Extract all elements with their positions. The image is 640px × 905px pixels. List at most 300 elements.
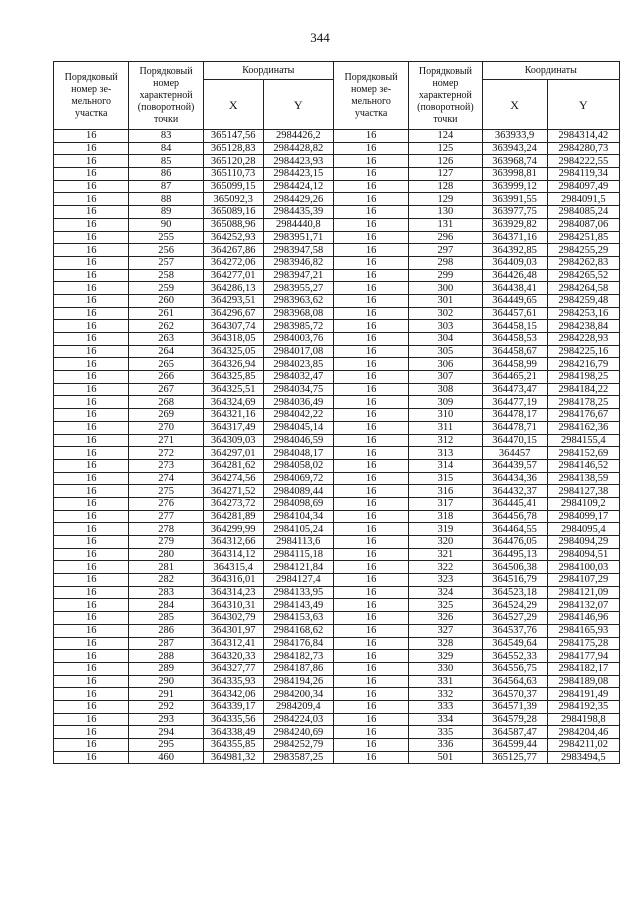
- x-cell: 364281,89: [203, 510, 263, 523]
- point-cell-2: 129: [409, 193, 482, 206]
- parcel-cell: 16: [54, 586, 129, 599]
- parcel-cell: 16: [54, 612, 129, 625]
- point-cell: 273: [129, 459, 203, 472]
- table-row: [54, 447, 620, 460]
- parcel-cell-2: 16: [333, 244, 408, 257]
- point-cell: 265: [129, 358, 203, 371]
- y-cell: 2984058,02: [263, 459, 333, 472]
- y-cell: 2984209,4: [263, 700, 333, 713]
- y-cell-2: 2984107,29: [547, 574, 619, 587]
- x-cell: 364355,85: [203, 739, 263, 752]
- y-cell-2: 2984192,35: [547, 700, 619, 713]
- table-row: [54, 574, 620, 587]
- parcel-cell-2: 16: [333, 485, 408, 498]
- x-cell-2: 364392,85: [482, 244, 547, 257]
- point-cell-2: 308: [409, 383, 482, 396]
- table-row: [54, 282, 620, 295]
- x-cell: 364981,32: [203, 751, 263, 764]
- x-cell: 364273,72: [203, 497, 263, 510]
- parcel-cell-2: 16: [333, 409, 408, 422]
- point-cell-2: 319: [409, 523, 482, 536]
- y-cell: 2984176,84: [263, 637, 333, 650]
- parcel-cell-2: 16: [333, 586, 408, 599]
- y-cell: 2983951,71: [263, 231, 333, 244]
- x-cell: 365099,15: [203, 180, 263, 193]
- point-cell: 264: [129, 345, 203, 358]
- point-cell-2: 331: [409, 675, 482, 688]
- point-cell: 88: [129, 193, 203, 206]
- table-row: [54, 586, 620, 599]
- table-row: [54, 231, 620, 244]
- x-cell-2: 363929,82: [482, 218, 547, 231]
- x-cell: 364312,66: [203, 536, 263, 549]
- y-cell: 2984428,82: [263, 142, 333, 155]
- x-cell-2: 364579,28: [482, 713, 547, 726]
- parcel-cell-2: 16: [333, 726, 408, 739]
- parcel-cell: 16: [54, 726, 129, 739]
- parcel-cell-2: 16: [333, 637, 408, 650]
- y-cell-2: 2984094,29: [547, 536, 619, 549]
- y-cell-2: 2984085,24: [547, 206, 619, 219]
- y-cell: 2983946,82: [263, 256, 333, 269]
- point-cell-2: 336: [409, 739, 482, 752]
- x-cell-2: 364527,29: [482, 612, 547, 625]
- x-cell-2: 364476,05: [482, 536, 547, 549]
- coordinates-table: [53, 61, 620, 764]
- point-cell: 274: [129, 472, 203, 485]
- y-cell: 2984426,2: [263, 130, 333, 143]
- point-cell: 283: [129, 586, 203, 599]
- x-cell: 364335,93: [203, 675, 263, 688]
- table-row: [54, 612, 620, 625]
- point-cell-2: 329: [409, 650, 482, 663]
- y-cell: 2984423,93: [263, 155, 333, 168]
- parcel-cell-2: 16: [333, 256, 408, 269]
- point-cell: 289: [129, 662, 203, 675]
- y-cell-2: 2984162,36: [547, 421, 619, 434]
- y-cell-2: 2984222,55: [547, 155, 619, 168]
- y-cell-2: 2984138,59: [547, 472, 619, 485]
- point-cell: 275: [129, 485, 203, 498]
- table-row: [54, 333, 620, 346]
- parcel-cell: 16: [54, 675, 129, 688]
- point-cell: 285: [129, 612, 203, 625]
- y-cell: 2984045,14: [263, 421, 333, 434]
- parcel-cell-2: 16: [333, 548, 408, 561]
- y-cell: 2984252,79: [263, 739, 333, 752]
- y-cell: 2984423,15: [263, 168, 333, 181]
- point-cell-2: 126: [409, 155, 482, 168]
- point-cell-2: 127: [409, 168, 482, 181]
- parcel-cell-2: 16: [333, 675, 408, 688]
- point-cell-2: 317: [409, 497, 482, 510]
- parcel-cell-2: 16: [333, 612, 408, 625]
- parcel-cell-2: 16: [333, 142, 408, 155]
- parcel-cell: 16: [54, 700, 129, 713]
- point-cell-2: 296: [409, 231, 482, 244]
- x-cell: 365092,3: [203, 193, 263, 206]
- parcel-cell: 16: [54, 396, 129, 409]
- point-cell-2: 320: [409, 536, 482, 549]
- y-cell-2: 2984146,52: [547, 459, 619, 472]
- x-cell: 364325,51: [203, 383, 263, 396]
- x-cell: 364339,17: [203, 700, 263, 713]
- y-cell-2: 2984265,52: [547, 269, 619, 282]
- y-cell-2: 2984127,38: [547, 485, 619, 498]
- x-cell: 364342,06: [203, 688, 263, 701]
- table-row: [54, 130, 620, 143]
- point-cell-2: 327: [409, 624, 482, 637]
- x-cell: 364297,01: [203, 447, 263, 460]
- parcel-cell: 16: [54, 307, 129, 320]
- x-cell: 365088,96: [203, 218, 263, 231]
- table-row: [54, 371, 620, 384]
- parcel-cell-2: 16: [333, 536, 408, 549]
- y-cell: 2984048,17: [263, 447, 333, 460]
- point-cell: 256: [129, 244, 203, 257]
- parcel-cell: 16: [54, 485, 129, 498]
- y-cell-2: 2984225,16: [547, 345, 619, 358]
- table-row: [54, 294, 620, 307]
- y-cell-2: 2984198,8: [547, 713, 619, 726]
- x-cell: 364327,77: [203, 662, 263, 675]
- parcel-cell: 16: [54, 688, 129, 701]
- table-row: [54, 256, 620, 269]
- y-cell: 2984113,6: [263, 536, 333, 549]
- parcel-cell: 16: [54, 662, 129, 675]
- parcel-cell: 16: [54, 320, 129, 333]
- point-cell-2: 298: [409, 256, 482, 269]
- parcel-cell: 16: [54, 218, 129, 231]
- x-cell: 364267,86: [203, 244, 263, 257]
- y-cell-2: 2984095,4: [547, 523, 619, 536]
- table-row: [54, 459, 620, 472]
- y-cell: 2983963,62: [263, 294, 333, 307]
- header-coordinates: Координаты: [203, 62, 333, 80]
- y-cell-2: 2984314,42: [547, 130, 619, 143]
- point-cell: 284: [129, 599, 203, 612]
- table-row: [54, 383, 620, 396]
- point-cell-2: 305: [409, 345, 482, 358]
- x-cell-2: 363999,12: [482, 180, 547, 193]
- x-cell-2: 364434,36: [482, 472, 547, 485]
- parcel-cell-2: 16: [333, 294, 408, 307]
- parcel-cell-2: 16: [333, 155, 408, 168]
- x-cell-2: 364523,18: [482, 586, 547, 599]
- point-cell: 288: [129, 650, 203, 663]
- parcel-cell: 16: [54, 548, 129, 561]
- x-cell: 365110,73: [203, 168, 263, 181]
- y-cell: 2984187,86: [263, 662, 333, 675]
- point-cell: 258: [129, 269, 203, 282]
- table-row: [54, 662, 620, 675]
- y-cell: 2984115,18: [263, 548, 333, 561]
- header-x: X: [203, 80, 263, 130]
- y-cell-2: 2984264,58: [547, 282, 619, 295]
- table-row: [54, 180, 620, 193]
- x-cell: 365147,56: [203, 130, 263, 143]
- y-cell-2: 2984119,34: [547, 168, 619, 181]
- parcel-cell-2: 16: [333, 700, 408, 713]
- y-cell: 2984153,63: [263, 612, 333, 625]
- y-cell-2: 2984100,03: [547, 561, 619, 574]
- point-cell: 89: [129, 206, 203, 219]
- point-cell: 272: [129, 447, 203, 460]
- x-cell-2: 364445,41: [482, 497, 547, 510]
- parcel-cell-2: 16: [333, 345, 408, 358]
- x-cell-2: 364371,16: [482, 231, 547, 244]
- header-coordinates-2: Координаты: [482, 62, 619, 80]
- y-cell-2: 2984132,07: [547, 599, 619, 612]
- parcel-cell: 16: [54, 269, 129, 282]
- point-cell: 280: [129, 548, 203, 561]
- point-cell: 267: [129, 383, 203, 396]
- point-cell: 291: [129, 688, 203, 701]
- x-cell: 364299,99: [203, 523, 263, 536]
- parcel-cell: 16: [54, 637, 129, 650]
- parcel-cell: 16: [54, 739, 129, 752]
- table-row: [54, 320, 620, 333]
- parcel-cell: 16: [54, 713, 129, 726]
- y-cell: 2984003,76: [263, 333, 333, 346]
- x-cell: 365089,16: [203, 206, 263, 219]
- parcel-cell: 16: [54, 206, 129, 219]
- table-row: [54, 650, 620, 663]
- x-cell: 364315,4: [203, 561, 263, 574]
- point-cell-2: 330: [409, 662, 482, 675]
- y-cell-2: 2984228,93: [547, 333, 619, 346]
- point-cell: 292: [129, 700, 203, 713]
- x-cell: 364318,05: [203, 333, 263, 346]
- x-cell-2: 364458,99: [482, 358, 547, 371]
- page-number: 344: [310, 30, 330, 45]
- x-cell-2: 364549,64: [482, 637, 547, 650]
- parcel-cell-2: 16: [333, 599, 408, 612]
- y-cell: 2984440,8: [263, 218, 333, 231]
- point-cell: 293: [129, 713, 203, 726]
- x-cell-2: 364537,76: [482, 624, 547, 637]
- x-cell-2: 364470,15: [482, 434, 547, 447]
- y-cell-2: 2984155,4: [547, 434, 619, 447]
- point-cell: 294: [129, 726, 203, 739]
- point-cell: 278: [129, 523, 203, 536]
- table-row: [54, 193, 620, 206]
- point-cell-2: 313: [409, 447, 482, 460]
- header-x-2: X: [482, 80, 547, 130]
- x-cell: 364325,85: [203, 371, 263, 384]
- parcel-cell: 16: [54, 624, 129, 637]
- parcel-cell-2: 16: [333, 447, 408, 460]
- x-cell-2: 364458,67: [482, 345, 547, 358]
- parcel-cell: 16: [54, 155, 129, 168]
- y-cell-2: 2984091,5: [547, 193, 619, 206]
- x-cell: 364324,69: [203, 396, 263, 409]
- parcel-cell-2: 16: [333, 688, 408, 701]
- y-cell: 2984036,49: [263, 396, 333, 409]
- point-cell: 290: [129, 675, 203, 688]
- parcel-cell: 16: [54, 497, 129, 510]
- x-cell: 364317,49: [203, 421, 263, 434]
- header-parcel-number-2: Порядковый номер зе-мельного участка: [333, 62, 408, 130]
- x-cell-2: 364571,39: [482, 700, 547, 713]
- parcel-cell-2: 16: [333, 751, 408, 764]
- point-cell-2: 307: [409, 371, 482, 384]
- parcel-cell-2: 16: [333, 561, 408, 574]
- x-cell-2: 364439,57: [482, 459, 547, 472]
- y-cell-2: 2984109,2: [547, 497, 619, 510]
- point-cell: 269: [129, 409, 203, 422]
- point-cell-2: 311: [409, 421, 482, 434]
- x-cell-2: 364506,38: [482, 561, 547, 574]
- point-cell: 295: [129, 739, 203, 752]
- y-cell-2: 2984259,48: [547, 294, 619, 307]
- x-cell-2: 364552,33: [482, 650, 547, 663]
- parcel-cell-2: 16: [333, 371, 408, 384]
- table-row: [54, 713, 620, 726]
- point-cell: 460: [129, 751, 203, 764]
- parcel-cell: 16: [54, 421, 129, 434]
- y-cell: 2983587,25: [263, 751, 333, 764]
- y-cell-2: 2984146,96: [547, 612, 619, 625]
- point-cell: 87: [129, 180, 203, 193]
- parcel-cell: 16: [54, 447, 129, 460]
- parcel-cell: 16: [54, 345, 129, 358]
- y-cell: 2983968,08: [263, 307, 333, 320]
- point-cell: 83: [129, 130, 203, 143]
- x-cell: 364314,12: [203, 548, 263, 561]
- point-cell-2: 316: [409, 485, 482, 498]
- table-row: [54, 244, 620, 257]
- parcel-cell: 16: [54, 168, 129, 181]
- y-cell: 2984023,85: [263, 358, 333, 371]
- x-cell: 365120,28: [203, 155, 263, 168]
- x-cell: 364335,56: [203, 713, 263, 726]
- y-cell: 2984034,75: [263, 383, 333, 396]
- x-cell: 365128,83: [203, 142, 263, 155]
- parcel-cell: 16: [54, 130, 129, 143]
- x-cell: 364301,97: [203, 624, 263, 637]
- point-cell-2: 302: [409, 307, 482, 320]
- point-cell-2: 125: [409, 142, 482, 155]
- parcel-cell-2: 16: [333, 358, 408, 371]
- point-cell-2: 335: [409, 726, 482, 739]
- point-cell: 287: [129, 637, 203, 650]
- y-cell: 2984435,39: [263, 206, 333, 219]
- x-cell: 364272,06: [203, 256, 263, 269]
- x-cell-2: 364432,37: [482, 485, 547, 498]
- parcel-cell: 16: [54, 294, 129, 307]
- point-cell: 255: [129, 231, 203, 244]
- header-y-2: Y: [547, 80, 619, 130]
- point-cell: 271: [129, 434, 203, 447]
- point-cell-2: 124: [409, 130, 482, 143]
- parcel-cell: 16: [54, 193, 129, 206]
- y-cell-2: 2984251,85: [547, 231, 619, 244]
- x-cell-2: 363943,24: [482, 142, 547, 155]
- point-cell-2: 310: [409, 409, 482, 422]
- table-row: [54, 624, 620, 637]
- parcel-cell: 16: [54, 510, 129, 523]
- point-cell: 266: [129, 371, 203, 384]
- point-cell-2: 314: [409, 459, 482, 472]
- y-cell-2: 2984094,51: [547, 548, 619, 561]
- point-cell-2: 312: [409, 434, 482, 447]
- table-row: [54, 396, 620, 409]
- parcel-cell-2: 16: [333, 269, 408, 282]
- x-cell-2: 364495,13: [482, 548, 547, 561]
- y-cell: 2984429,26: [263, 193, 333, 206]
- table-row: [54, 155, 620, 168]
- x-cell-2: 363933,9: [482, 130, 547, 143]
- point-cell-2: 301: [409, 294, 482, 307]
- table-row: [54, 548, 620, 561]
- parcel-cell-2: 16: [333, 168, 408, 181]
- table-row: [54, 510, 620, 523]
- y-cell-2: 2984191,49: [547, 688, 619, 701]
- y-cell: 2984424,12: [263, 180, 333, 193]
- x-cell: 364338,49: [203, 726, 263, 739]
- parcel-cell: 16: [54, 333, 129, 346]
- parcel-cell-2: 16: [333, 523, 408, 536]
- parcel-cell: 16: [54, 409, 129, 422]
- point-cell: 282: [129, 574, 203, 587]
- point-cell: 84: [129, 142, 203, 155]
- table-row: [54, 485, 620, 498]
- point-cell-2: 322: [409, 561, 482, 574]
- parcel-cell-2: 16: [333, 434, 408, 447]
- y-cell: 2983955,27: [263, 282, 333, 295]
- x-cell-2: 364473,47: [482, 383, 547, 396]
- y-cell-2: 2984280,73: [547, 142, 619, 155]
- parcel-cell: 16: [54, 650, 129, 663]
- table-row: [54, 739, 620, 752]
- table-row: [54, 751, 620, 764]
- x-cell: 364314,23: [203, 586, 263, 599]
- point-cell: 257: [129, 256, 203, 269]
- x-cell: 364307,74: [203, 320, 263, 333]
- parcel-cell: 16: [54, 561, 129, 574]
- y-cell: 2984194,26: [263, 675, 333, 688]
- table-row: [54, 599, 620, 612]
- x-cell: 364316,01: [203, 574, 263, 587]
- y-cell-2: 2984121,09: [547, 586, 619, 599]
- x-cell-2: 364478,71: [482, 421, 547, 434]
- parcel-cell-2: 16: [333, 421, 408, 434]
- parcel-cell-2: 16: [333, 472, 408, 485]
- parcel-cell-2: 16: [333, 206, 408, 219]
- x-cell-2: 364564,63: [482, 675, 547, 688]
- y-cell: 2984089,44: [263, 485, 333, 498]
- y-cell: 2984104,34: [263, 510, 333, 523]
- point-cell-2: 333: [409, 700, 482, 713]
- x-cell-2: 364478,17: [482, 409, 547, 422]
- parcel-cell: 16: [54, 599, 129, 612]
- x-cell: 364312,41: [203, 637, 263, 650]
- y-cell-2: 2984182,17: [547, 662, 619, 675]
- parcel-cell-2: 16: [333, 130, 408, 143]
- x-cell-2: 364456,78: [482, 510, 547, 523]
- point-cell-2: 130: [409, 206, 482, 219]
- y-cell: 2984168,62: [263, 624, 333, 637]
- parcel-cell-2: 16: [333, 333, 408, 346]
- point-cell-2: 332: [409, 688, 482, 701]
- point-cell: 90: [129, 218, 203, 231]
- y-cell: 2984133,95: [263, 586, 333, 599]
- x-cell-2: 364516,79: [482, 574, 547, 587]
- x-cell: 364277,01: [203, 269, 263, 282]
- x-cell-2: 363998,81: [482, 168, 547, 181]
- x-cell: 364281,62: [203, 459, 263, 472]
